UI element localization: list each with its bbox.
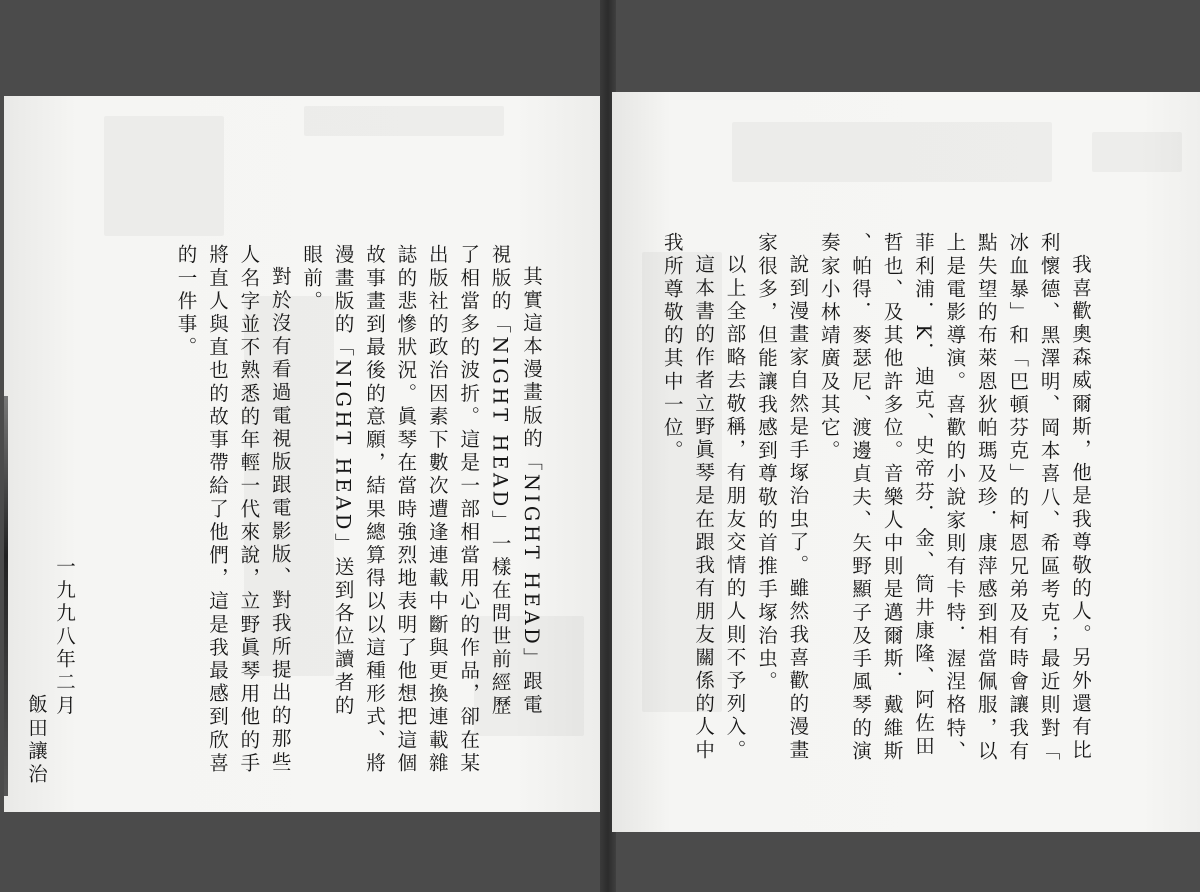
text-column: 說到漫畫家自然是手塚治虫了。雖然我喜歡的漫畫 [786,254,810,763]
bleed-through-shape [732,122,1052,182]
text-column: 上是電影導演。喜歡的小說家則有卡特．渥涅格特、 [943,232,967,764]
text-column: 視版的「NIGHT HEAD」一樣在問世前經歷 [488,244,512,718]
text-column: 這本書的作者立野眞琴是在跟我有朋友關係的人中 [692,254,716,763]
text-column: 對於沒有看過電視版跟電影版、對我所提出的那些 [268,266,292,775]
left-page [4,96,605,812]
text-column: 了相當多的波折。這是一部相當用心的作品，卻在某 [457,244,481,776]
text-column: 菲利浦．K．迪克、史帝芬．金、筒井康隆、阿佐田 [911,232,935,759]
text-column: 將直人與直也的故事帶給了他們，這是我最感到欣喜 [205,244,229,776]
text-column: 哲也、及其他許多位。音樂人中則是邁爾斯．戴維斯 [880,232,904,764]
text-column: 我所尊敬的其中一位。 [660,232,684,463]
text-column: 眼前。 [300,244,324,314]
signature-date: 一九九八年二月 [53,556,76,718]
text-column: 奏家小林靖廣及其它。 [817,232,841,463]
text-column: 的一件事。 [174,244,198,360]
right-page-body-text [656,232,1096,832]
text-column: 我喜歡奧森威爾斯，他是我尊敬的人。另外還有比 [1069,254,1092,763]
text-column: 利懷德、黑澤明、岡本喜八、希區考克；最近則對「 [1037,232,1061,764]
bleed-through-shape [304,106,504,136]
text-column: 誌的悲慘狀況。眞琴在當時強烈地表明了他想把這個 [394,244,418,776]
bleed-through-shape [1092,132,1182,172]
right-page [612,92,1200,832]
signature-author: 飯田讓治 [25,694,48,787]
text-column: 、帕得．麥瑟尼、渡邊貞夫、矢野顯子及手風琴的演 [849,232,873,764]
text-column: 其實這本漫畫版的「NIGHT HEAD」跟電 [520,266,543,718]
text-column: 人名字並不熟悉的年輕一代來說，立野眞琴用他的手 [237,244,261,776]
text-column: 以上全部略去敬稱，有朋友交情的人則不予列入。 [723,254,747,763]
text-column: 出版社的政治因素下數次遭逢連載中斷與更換連載雜 [425,244,449,776]
text-column: 冰血暴」和「巴頓芬克」的柯恩兄弟及有時會讓我有 [1006,232,1030,764]
text-column: 漫畫版的「NIGHT HEAD」送到各位讀者的 [331,244,355,718]
text-column: 點失望的布萊恩狄帕瑪及珍．康萍感到相當佩服，以 [974,232,998,764]
text-column: 家很多，但能讓我感到尊敬的首推手塚治虫。 [754,232,778,694]
bleed-through-shape [104,116,224,236]
left-page-edge [4,396,8,796]
left-page-body-text [170,244,547,812]
text-column: 故事畫到最後的意願，結果總算得以以這種形式、將 [362,244,386,776]
